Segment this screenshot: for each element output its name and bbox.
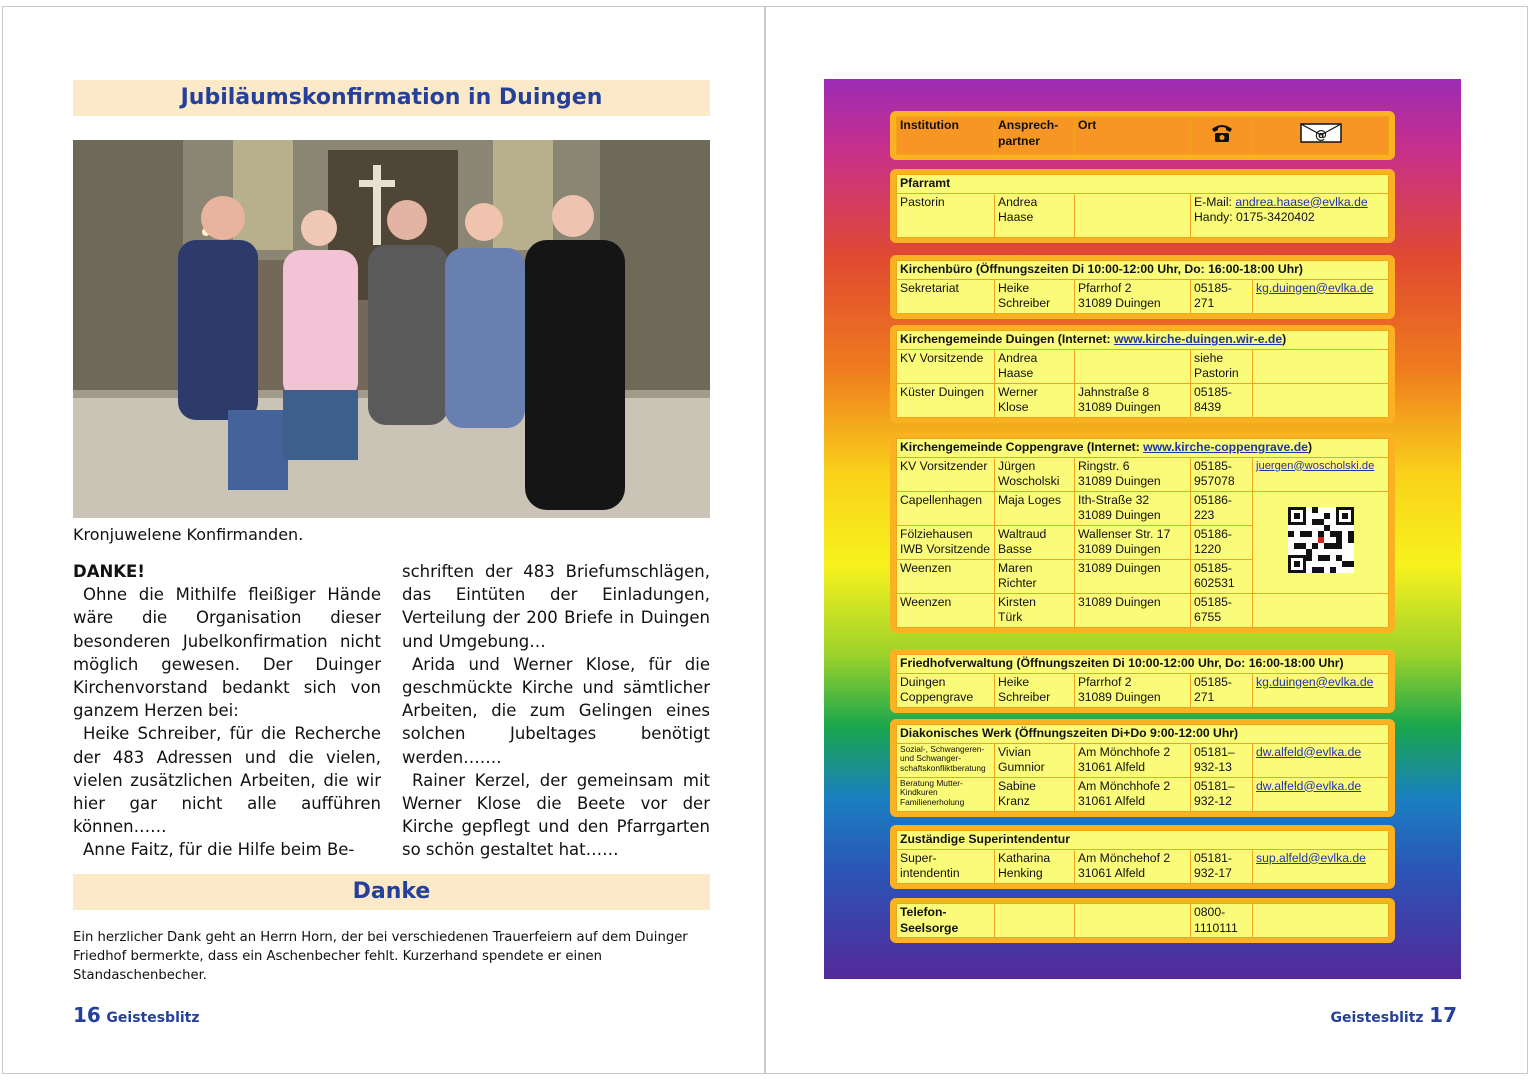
svg-text:@: @ [1314,128,1327,143]
address: Am Mönchehof 2 31061 Alfeld [1075,849,1191,883]
address: 31089 Duingen [1075,559,1191,593]
left-page [2,6,765,1074]
address: Pfarrhof 2 31089 Duingen [1075,279,1191,313]
page-footer-right [1330,1003,1457,1027]
section-diakonisches-werk [890,719,1395,817]
header-ansprechpartner: Ansprech- partner [995,117,1075,155]
contact-name: Maren Richter [995,559,1075,593]
contact-name: Werner Klose [995,383,1075,417]
page-name: Geistesblitz [106,1010,200,1026]
paragraph: Ohne die Mithilfe fleißiger Hände wäre die Organisation dieser besonderen Jubelkonfirmation nicht möglich gewesen. Der Duinger Kirchenvorstand bedankt sich von ganzem Herzen bei: [73,585,381,721]
contact-name: Maja Loges [995,491,1075,525]
section-title-danke: Danke [73,874,710,910]
email-icon [1253,117,1389,155]
contact-name: Heike Schreiber [995,279,1075,313]
article-title: Jubiläumskonfirmation in Duingen [73,80,710,116]
email-link[interactable]: kg.duingen@evlka.de [1256,280,1374,295]
church-photo-illustration [73,140,710,518]
section-kirchenbuero [890,255,1395,319]
phone: 05185- 271 [1191,673,1253,707]
address: Pfarrhof 2 31089 Duingen [1075,673,1191,707]
section-title: Diakonisches Werk (Öffnungszeiten Di+Do 9:00-12:00 Uhr) [897,725,1389,744]
address: Am Mönchhofe 2 31061 Alfeld [1075,743,1191,777]
section-friedhofverwaltung [890,649,1395,713]
section-kg-duingen [890,325,1395,423]
rainbow-background [824,79,1461,979]
section-title: Zuständige Superintendentur [897,831,1389,850]
email-link[interactable]: andrea.haase@evlka.de [1235,194,1368,209]
photo-caption: Kronjuwelene Konfirmanden. [73,525,304,544]
header-ort: Ort [1075,117,1191,155]
email-link[interactable]: juergen@woscholski.de [1256,459,1375,472]
section-telefonseelsorge [890,898,1395,943]
contact-name: Katharina Henking [995,849,1075,883]
paragraph: Rainer Kerzel, der gemeinsam mit Werner Klose die Beete vor der Kirche gepflegt und den Pfarrgarten so schön gestaltet hat…… [402,770,710,860]
contact-name: Sabine Kranz [995,777,1075,811]
thanks-text: Ein herzlicher Dank geht an Herrn Horn, der bei verschiedenen Trauerfeiern auf dem Duinger Friedhof bermerkte, dass ein Aschenbecher fehlt. Kurzerhand spendete er einen Standaschenbecher. [73,930,688,983]
contact-name: Andrea Haase [995,193,1075,237]
paragraph: Arida und Werner Klose, für die geschmückte Kirche und sämtlicher Arbeiten, die zum Gelingen eines solchen Jubeltages benötigt werden……. [402,654,710,767]
phone: 05185- 957078 [1191,457,1253,491]
phone: siehe Pastorin [1191,349,1253,383]
section-superintendentur [890,825,1395,889]
contact-table-header [890,111,1395,160]
address: Wallenser Str. 17 31089 Duingen [1075,525,1191,559]
phone: 05185- 6755 [1191,593,1253,627]
email-link[interactable]: kg.duingen@evlka.de [1256,674,1374,689]
column-1 [73,560,381,862]
phone: 05185- 271 [1191,279,1253,313]
email-link[interactable]: dw.alfeld@evlka.de [1256,744,1362,759]
phone: 05185- 602531 [1191,559,1253,593]
section-title: Kirchengemeinde Coppengrave (Internet: www.kirche-coppengrave.de) [897,439,1389,458]
address: Am Mönchhofe 2 31061 Alfeld [1075,777,1191,811]
contact-name: Waltraud Basse [995,525,1075,559]
contact-name: Jürgen Woscholski [995,457,1075,491]
website-link[interactable]: www.kirche-duingen.wir-e.de [1113,332,1283,346]
role: KV Vorsitzende [897,349,995,383]
role: Küster Duingen [897,383,995,417]
phone-icon [1191,117,1253,155]
header-institution: Institution [897,117,995,155]
email-link[interactable]: sup.alfeld@evlka.de [1256,850,1366,865]
right-page [765,6,1528,1074]
group-photo [73,140,710,518]
phone: 05181– 932-13 [1191,743,1253,777]
role: Sekretariat [897,279,995,313]
address: Ringstr. 6 31089 Duingen [1075,457,1191,491]
role: Weenzen [897,559,995,593]
section-title: Kirchengemeinde Duingen (Internet: www.kirche-duingen.wir-e.de) [897,331,1389,350]
page-number: 16 [73,1003,101,1027]
paragraph: Heike Schreiber, für die Recherche der 483 Adressen und die vielen, vielen zusätzlichen Arbeiten, die wir hier gar nicht alle aufführen können…… [73,724,381,837]
danke-heading: DANKE! [73,562,145,581]
contact-details: E-Mail: andrea.haase@evlka.de Handy: 0175-3420402 [1191,193,1389,237]
role: Sozial-, Schwangeren- und Schwanger- schaftskonfliktberatung [897,743,995,777]
email-link[interactable]: dw.alfeld@evlka.de [1256,778,1362,793]
role: Pastorin [897,193,995,237]
role: Duingen Coppengrave [897,673,995,707]
address: Jahnstraße 8 31089 Duingen [1075,383,1191,417]
phone: 05181– 932-12 [1191,777,1253,811]
paragraph: schriften der 483 Briefumschlägen, das Eintüten der Einladungen, Verteilung der 200 Briefe in Duingen und Umgebung… [402,562,710,651]
paragraph: Anne Faitz, für die Hilfe beim Be- [83,840,355,860]
phone: 05186- 1220 [1191,525,1253,559]
address: 31089 Duingen [1075,593,1191,627]
contact-name: Vivian Gumnior [995,743,1075,777]
role: Capellenhagen [897,491,995,525]
phone: 05186- 223 [1191,491,1253,525]
role: Telefon- Seelsorge [897,904,995,938]
role: Beratung Mutter- Kindkuren Familienerholung [897,777,995,811]
role: KV Vorsitzender [897,457,995,491]
section-title: Friedhofverwaltung (Öffnungszeiten Di 10:00-12:00 Uhr, Do: 16:00-18:00 Uhr) [897,655,1389,674]
contact-name: Kirsten Türk [995,593,1075,627]
section-pfarramt [890,169,1395,243]
qr-code-cell [1253,491,1389,593]
section-title: Kirchenbüro (Öffnungszeiten Di 10:00-12:00 Uhr, Do: 16:00-18:00 Uhr) [897,261,1389,280]
phone: 0800- 1110111 [1191,904,1253,938]
website-link[interactable]: www.kirche-coppengrave.de [1143,440,1308,454]
role: Fölziehausen IWB Vorsitzende [897,525,995,559]
page-name: Geistesblitz [1330,1010,1424,1026]
qr-code-icon [1288,507,1354,573]
phone: 05181- 932-17 [1191,849,1253,883]
page-number: 17 [1429,1003,1457,1027]
address: Ith-Straße 32 31089 Duingen [1075,491,1191,525]
section-kg-coppengrave [890,433,1395,633]
contact-name: Andrea Haase [995,349,1075,383]
phone: 05185- 8439 [1191,383,1253,417]
role: Weenzen [897,593,995,627]
section-title: Pfarramt [897,175,1389,194]
contact-name: Heike Schreiber [995,673,1075,707]
column-2 [402,560,710,862]
role: Super- intendentin [897,849,995,883]
page-footer-left [73,1003,200,1027]
